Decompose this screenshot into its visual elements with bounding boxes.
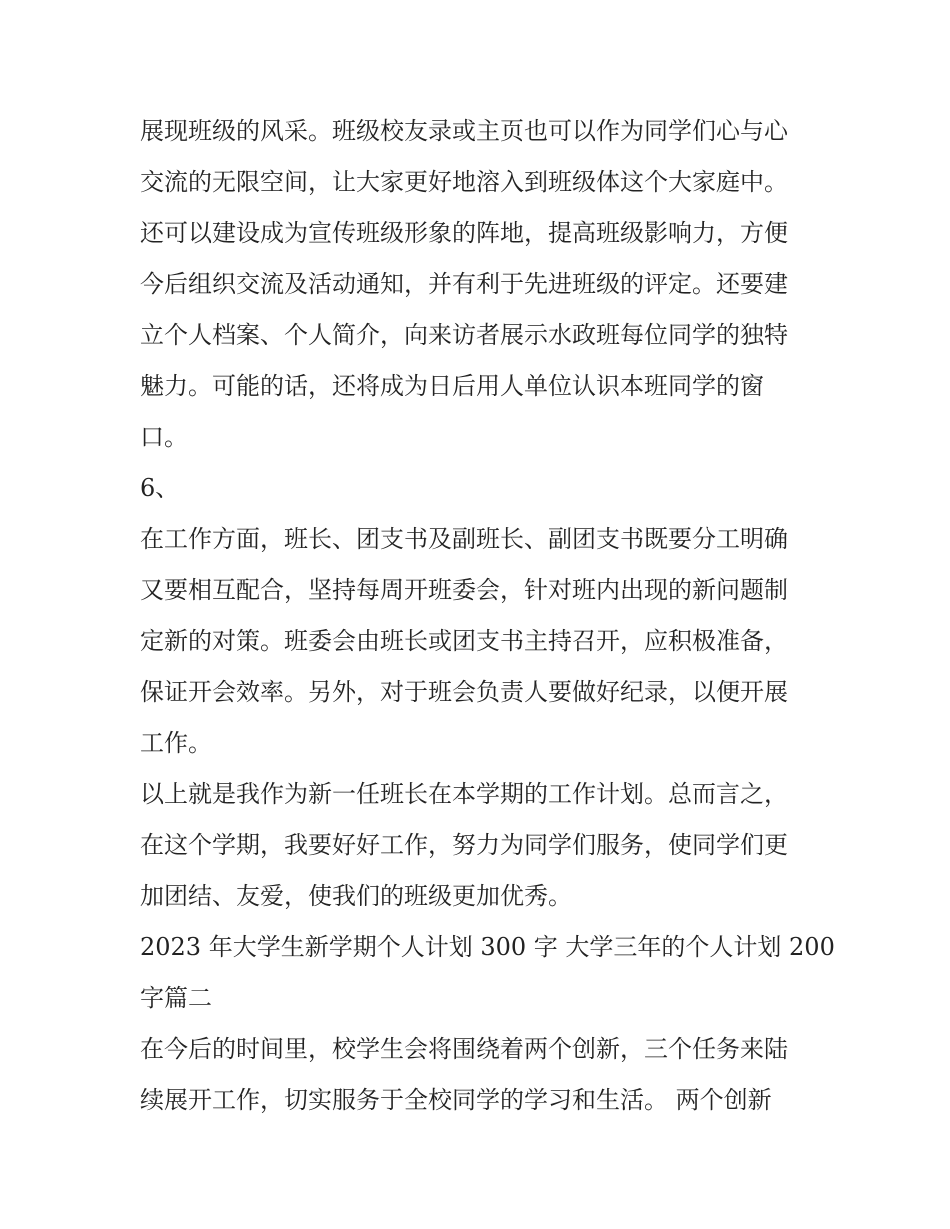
text-line-6: 魅力。可能的话，还将成为日后用人单位认识本班同学的窗: [140, 372, 764, 400]
text-line-20: 续展开工作，切实服务于全校同学的学习和生活。 两个创新: [140, 1086, 772, 1114]
text-line-11: 定新的对策。班委会由班长或团支书主持召开，应积极准备，: [140, 627, 788, 655]
section-heading-line-1: 2023 年大学生新学期个人计划 300 字 大学三年的个人计划 200: [140, 933, 835, 961]
text-line-19: 在今后的时间里，校学生会将围绕着两个创新，三个任务来陆: [140, 1035, 788, 1063]
document-page: [140, 106, 835, 1126]
section-number: 6、: [140, 474, 180, 502]
text-line-12: 保证开会效率。另外，对于班会负责人要做好纪录，以便开展: [140, 678, 788, 706]
text-line-16: 加团结、友爱，使我们的班级更加优秀。: [140, 882, 572, 910]
text-line-14: 以上就是我作为新一任班长在本学期的工作计划。总而言之，: [140, 780, 788, 808]
text-line-2: 交流的无限空间，让大家更好地溶入到班级体这个大家庭中。: [140, 168, 788, 196]
text-line-10: 又要相互配合，坚持每周开班委会，针对班内出现的新问题制: [140, 576, 788, 604]
text-line-3: 还可以建设成为宣传班级形象的阵地，提高班级影响力，方便: [140, 219, 788, 247]
text-line-15: 在这个学期，我要好好工作，努力为同学们服务，使同学们更: [140, 831, 788, 859]
text-line-13: 工作。: [140, 729, 212, 757]
text-line-7: 口。: [140, 423, 188, 451]
text-line-4: 今后组织交流及活动通知，并有利于先进班级的评定。还要建: [140, 270, 788, 298]
text-line-1: 展现班级的风采。班级校友录或主页也可以作为同学们心与心: [140, 117, 788, 145]
text-line-5: 立个人档案、个人简介，向来访者展示水政班每位同学的独特: [140, 321, 788, 349]
text-line-9: 在工作方面，班长、团支书及副班长、副团支书既要分工明确: [140, 525, 788, 553]
section-heading-line-2: 字篇二: [140, 984, 212, 1012]
